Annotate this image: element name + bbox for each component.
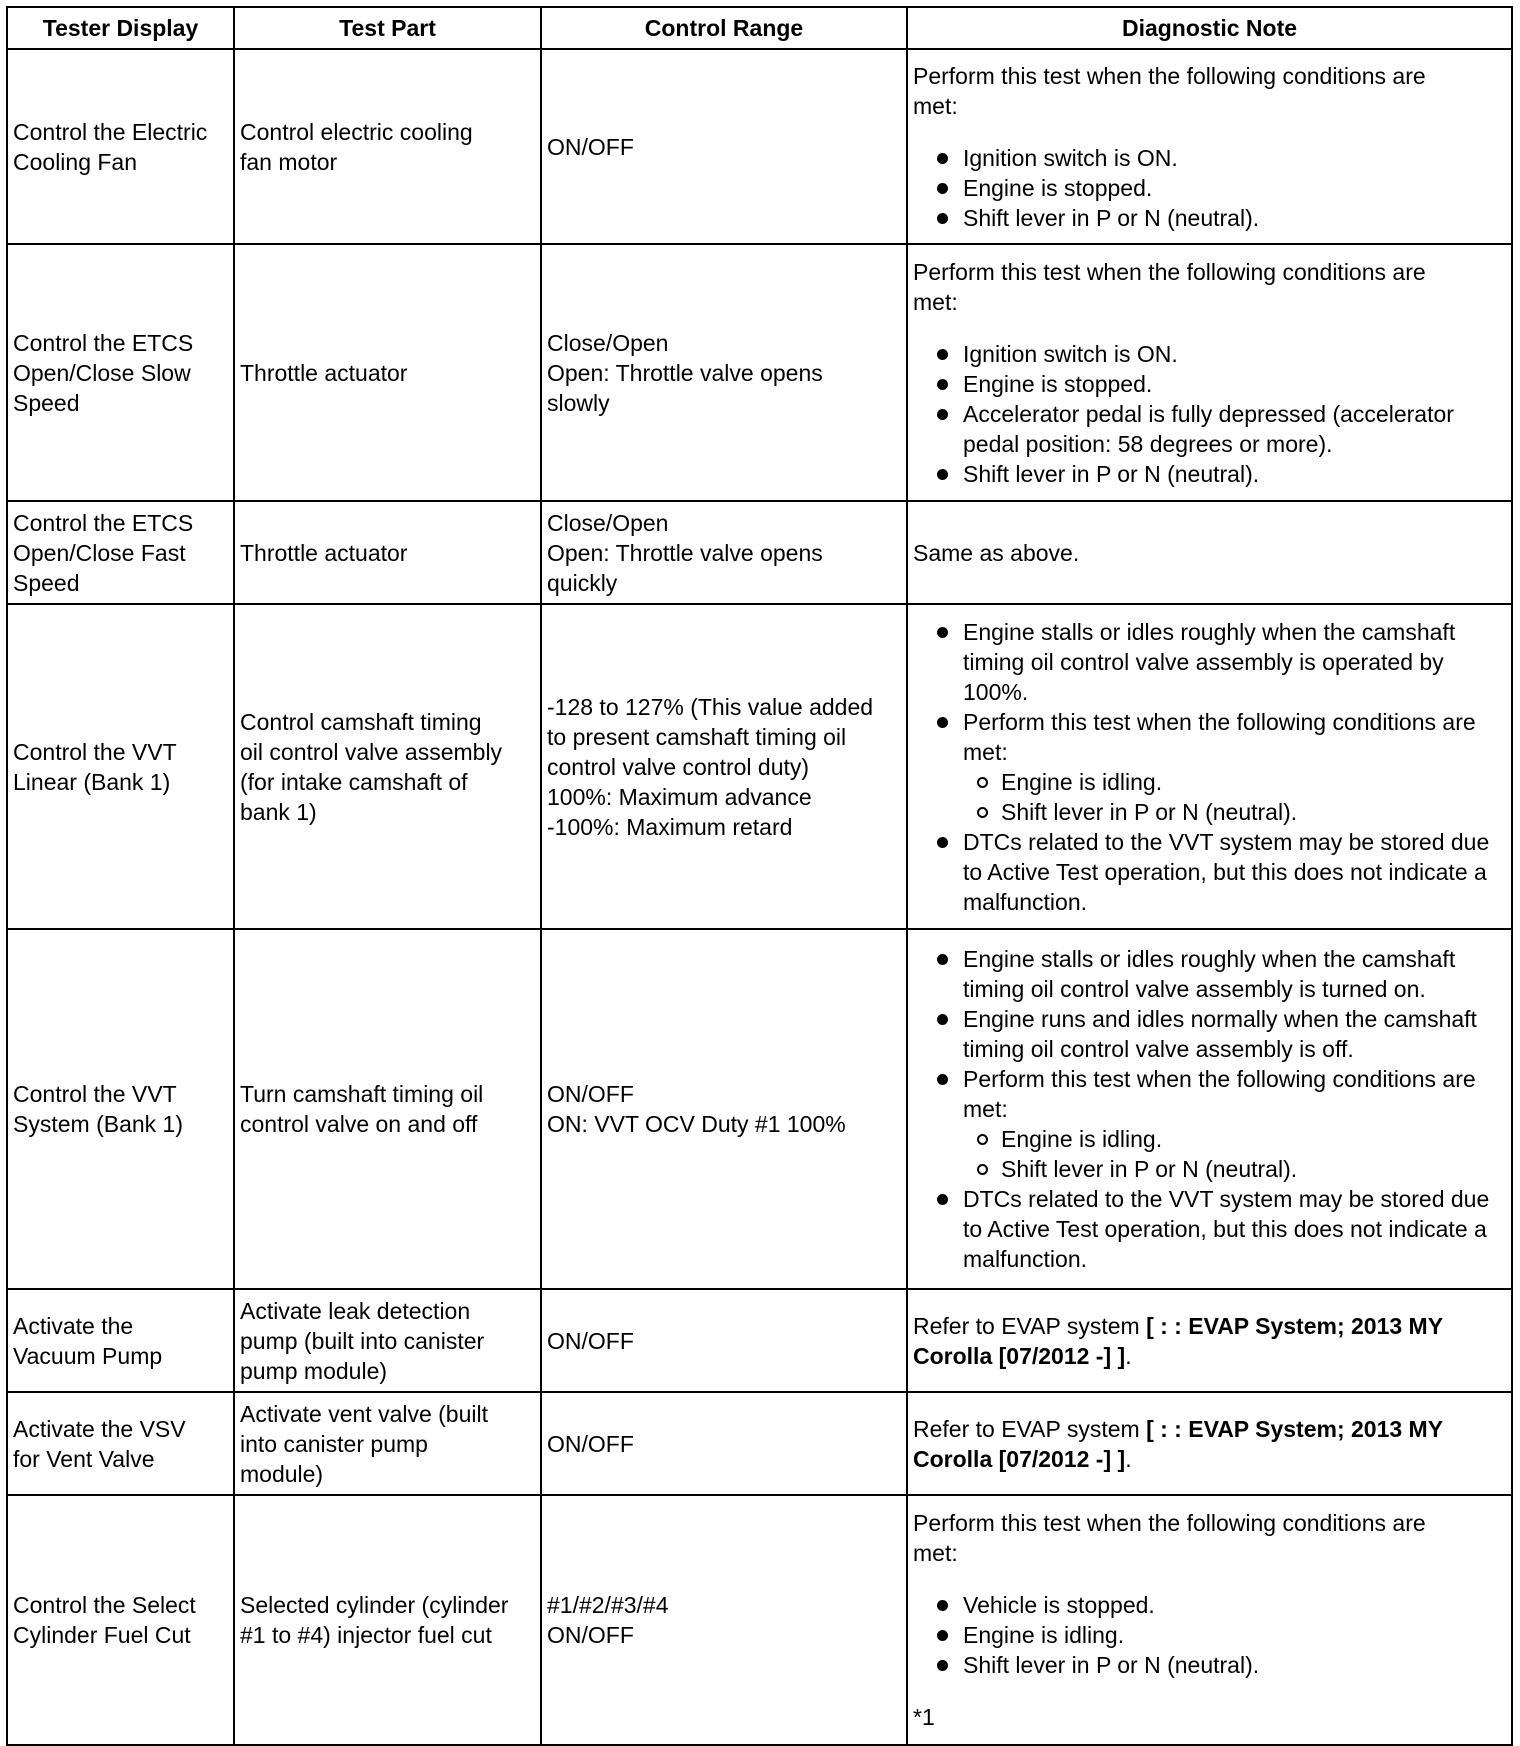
diagnostic-note-cell: Same as above. (907, 501, 1512, 604)
list-item: Ignition switch is ON. (937, 339, 1507, 369)
diagnostic-note-cell: Perform this test when the following conditions are met: Vehicle is stopped. Engine is idling. Shift lever in P or N (neutral). *1 (907, 1495, 1512, 1745)
control-range-cell: ON/OFF (541, 1289, 907, 1392)
tester-display-cell: Control the VVT System (Bank 1) (7, 929, 234, 1289)
diagnostic-note-cell (907, 929, 1512, 1289)
evap-system-reference: [ : : EVAP System; 2013 MY Corolla [07/2012 -] ] (913, 1312, 1443, 1369)
sub-condition-list (963, 767, 1507, 827)
test-part-cell: Control camshaft timing oil control valve assembly (for intake camshaft of bank 1) (234, 604, 541, 929)
sub-list-item: Shift lever in P or N (neutral). (977, 797, 1507, 827)
table-row (7, 49, 1512, 244)
condition-list (913, 1590, 1507, 1680)
header-control-range: Control Range (541, 7, 907, 49)
list-item: Engine is idling. (937, 1620, 1507, 1650)
tester-display-cell: Control the Electric Cooling Fan (7, 49, 234, 244)
condition-list (913, 339, 1507, 489)
control-range-cell: ON/OFF ON: VVT OCV Duty #1 100% (541, 929, 907, 1289)
evap-system-reference: [ : : EVAP System; 2013 MY Corolla [07/2012 -] ] (913, 1415, 1443, 1472)
table-row (7, 929, 1512, 1289)
sub-list-item: Engine is idling. (977, 1124, 1507, 1154)
condition-list (913, 617, 1507, 917)
list-item: Shift lever in P or N (neutral). (937, 203, 1507, 233)
tester-display-cell: Activate the VSV for Vent Valve (7, 1392, 234, 1495)
list-item: Ignition switch is ON. (937, 143, 1507, 173)
sub-list-item: Shift lever in P or N (neutral). (977, 1154, 1507, 1184)
table-row (7, 1289, 1512, 1392)
table-row (7, 604, 1512, 929)
list-item: DTCs related to the VVT system may be stored due to Active Test operation, but this does not indicate a malfunction. (937, 1184, 1507, 1274)
tester-display-cell: Control the VVT Linear (Bank 1) (7, 604, 234, 929)
sub-condition-list (963, 1124, 1507, 1184)
control-range-cell: ON/OFF (541, 49, 907, 244)
diagnostic-note-cell: Perform this test when the following conditions are met: Ignition switch is ON. Engine is stopped. Accelerator pedal is fully depressed (accelerator pedal position: 58 degrees or more). Shift lever in P or N (neutral). (907, 244, 1512, 501)
test-part-cell: Activate leak detection pump (built into canister pump module) (234, 1289, 541, 1392)
table-header-row (7, 7, 1512, 49)
test-part-cell: Selected cylinder (cylinder #1 to #4) injector fuel cut (234, 1495, 541, 1745)
active-test-table-page (6, 6, 1513, 1746)
control-range-cell: #1/#2/#3/#4 ON/OFF (541, 1495, 907, 1745)
tester-display-cell: Control the ETCS Open/Close Slow Speed (7, 244, 234, 501)
list-item: Engine stalls or idles roughly when the camshaft timing oil control valve assembly is turned on. (937, 944, 1507, 1004)
test-part-cell: Turn camshaft timing oil control valve on and off (234, 929, 541, 1289)
tester-display-cell: Control the ETCS Open/Close Fast Speed (7, 501, 234, 604)
header-test-part: Test Part (234, 7, 541, 49)
table-row (7, 501, 1512, 604)
control-range-cell: ON/OFF (541, 1392, 907, 1495)
list-item: Engine is stopped. (937, 369, 1507, 399)
list-item: Shift lever in P or N (neutral). (937, 1650, 1507, 1680)
test-part-cell: Throttle actuator (234, 501, 541, 604)
condition-list (913, 143, 1507, 233)
list-item: Shift lever in P or N (neutral). (937, 459, 1507, 489)
list-item: Perform this test when the following conditions are met: Engine is idling. Shift lever in P or N (neutral). (937, 1064, 1507, 1184)
list-item: Engine stalls or idles roughly when the camshaft timing oil control valve assembly is operated by 100%. (937, 617, 1507, 707)
header-diagnostic-note: Diagnostic Note (907, 7, 1512, 49)
list-item: Engine is stopped. (937, 173, 1507, 203)
header-tester-display: Tester Display (7, 7, 234, 49)
active-test-table (6, 6, 1513, 1746)
tester-display-cell: Activate the Vacuum Pump (7, 1289, 234, 1392)
control-range-cell: -128 to 127% (This value added to present camshaft timing oil control valve control duty) 100%: Maximum advance -100%: Maximum retard (541, 604, 907, 929)
diagnostic-note-cell: Perform this test when the following conditions are met: Ignition switch is ON. Engine is stopped. Shift lever in P or N (neutral). (907, 49, 1512, 244)
list-item: DTCs related to the VVT system may be stored due to Active Test operation, but this does not indicate a malfunction. (937, 827, 1507, 917)
table-row (7, 244, 1512, 501)
list-item: Vehicle is stopped. (937, 1590, 1507, 1620)
tester-display-cell: Control the Select Cylinder Fuel Cut (7, 1495, 234, 1745)
control-range-cell: Close/Open Open: Throttle valve opens quickly (541, 501, 907, 604)
control-range-cell: Close/Open Open: Throttle valve opens slowly (541, 244, 907, 501)
list-item: Accelerator pedal is fully depressed (accelerator pedal position: 58 degrees or more). (937, 399, 1507, 459)
diagnostic-note-cell: Refer to EVAP system [ : : EVAP System; 2013 MY Corolla [07/2012 -] ]. (907, 1289, 1512, 1392)
footnote-marker: *1 (913, 1704, 935, 1730)
test-part-cell: Throttle actuator (234, 244, 541, 501)
list-item: Engine runs and idles normally when the camshaft timing oil control valve assembly is off. (937, 1004, 1507, 1064)
condition-list (913, 944, 1507, 1274)
table-row (7, 1392, 1512, 1495)
diagnostic-note-cell (907, 604, 1512, 929)
table-row (7, 1495, 1512, 1745)
test-part-cell: Activate vent valve (built into canister pump module) (234, 1392, 541, 1495)
list-item: Perform this test when the following conditions are met: Engine is idling. Shift lever in P or N (neutral). (937, 707, 1507, 827)
diagnostic-note-cell: Refer to EVAP system [ : : EVAP System; 2013 MY Corolla [07/2012 -] ]. (907, 1392, 1512, 1495)
sub-list-item: Engine is idling. (977, 767, 1507, 797)
test-part-cell: Control electric cooling fan motor (234, 49, 541, 244)
